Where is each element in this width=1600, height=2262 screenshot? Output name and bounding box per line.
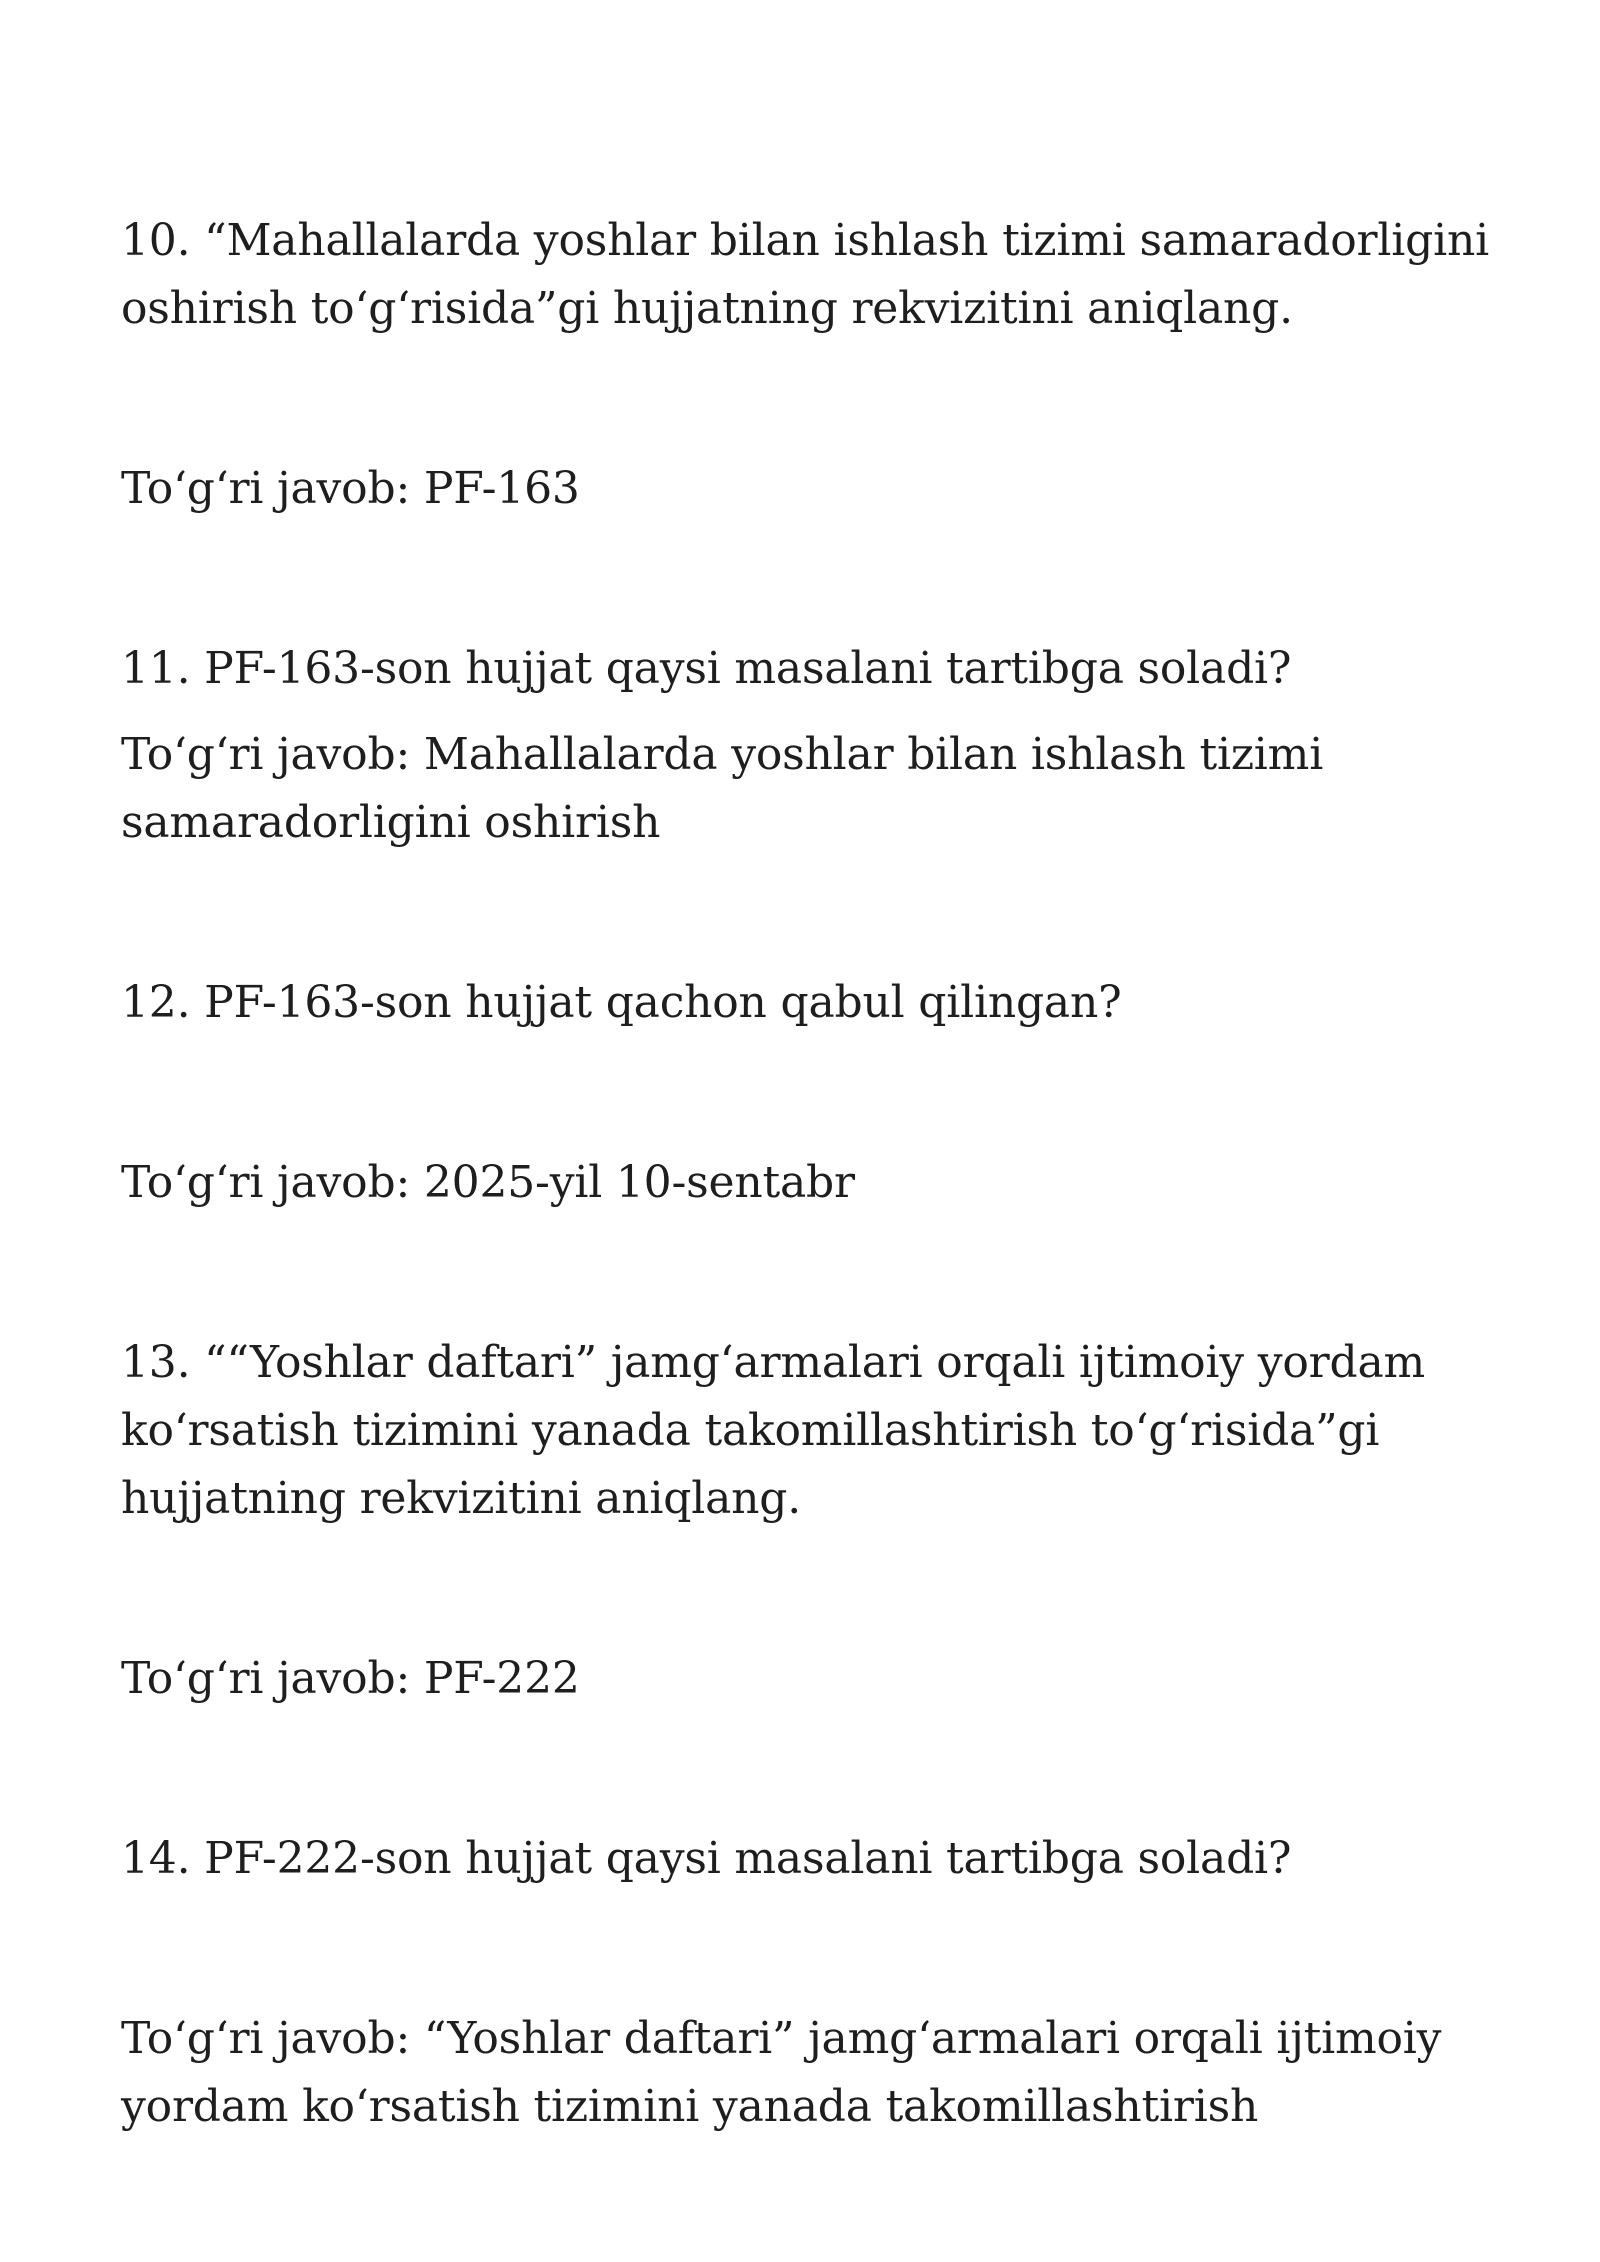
answer-14-line-1: To‘g‘ri javob: “Yoshlar daftari” jamg‘armalari orqali ijtimoiy <box>121 2013 1442 2064</box>
question-10-line-2: oshirish to‘g‘risida”gi hujjatning rekvizitini aniqlang. <box>121 283 1293 334</box>
question-11: 11. PF-163-son hujjat qaysi masalani tartibga soladi? <box>121 643 1292 694</box>
answer-11-line-1: To‘g‘ri javob: Mahallalarda yoshlar bilan ishlash tizimi <box>121 729 1324 780</box>
answer-10: To‘g‘ri javob: PF-163 <box>121 463 580 514</box>
question-10-line-1: 10. “Mahallalarda yoshlar bilan ishlash tizimi samaradorligini <box>121 215 1489 266</box>
question-13-line-2: ko‘rsatish tizimini yanada takomillashtirish to‘g‘risida”gi <box>121 1405 1380 1456</box>
question-13-line-1: 13. ““Yoshlar daftari” jamg‘armalari orqali ijtimoiy yordam <box>121 1337 1426 1388</box>
answer-13: To‘g‘ri javob: PF-222 <box>121 1653 580 1704</box>
answer-14-line-2: yordam ko‘rsatish tizimini yanada takomillashtirish <box>121 2081 1259 2132</box>
answer-11-line-2: samaradorligini oshirish <box>121 797 661 848</box>
question-13-line-3: hujjatning rekvizitini aniqlang. <box>121 1473 802 1524</box>
answer-12: To‘g‘ri javob: 2025-yil 10-sentabr <box>121 1157 855 1208</box>
question-14: 14. PF-222-son hujjat qaysi masalani tartibga soladi? <box>121 1833 1292 1884</box>
question-12: 12. PF-163-son hujjat qachon qabul qilingan? <box>121 977 1122 1028</box>
